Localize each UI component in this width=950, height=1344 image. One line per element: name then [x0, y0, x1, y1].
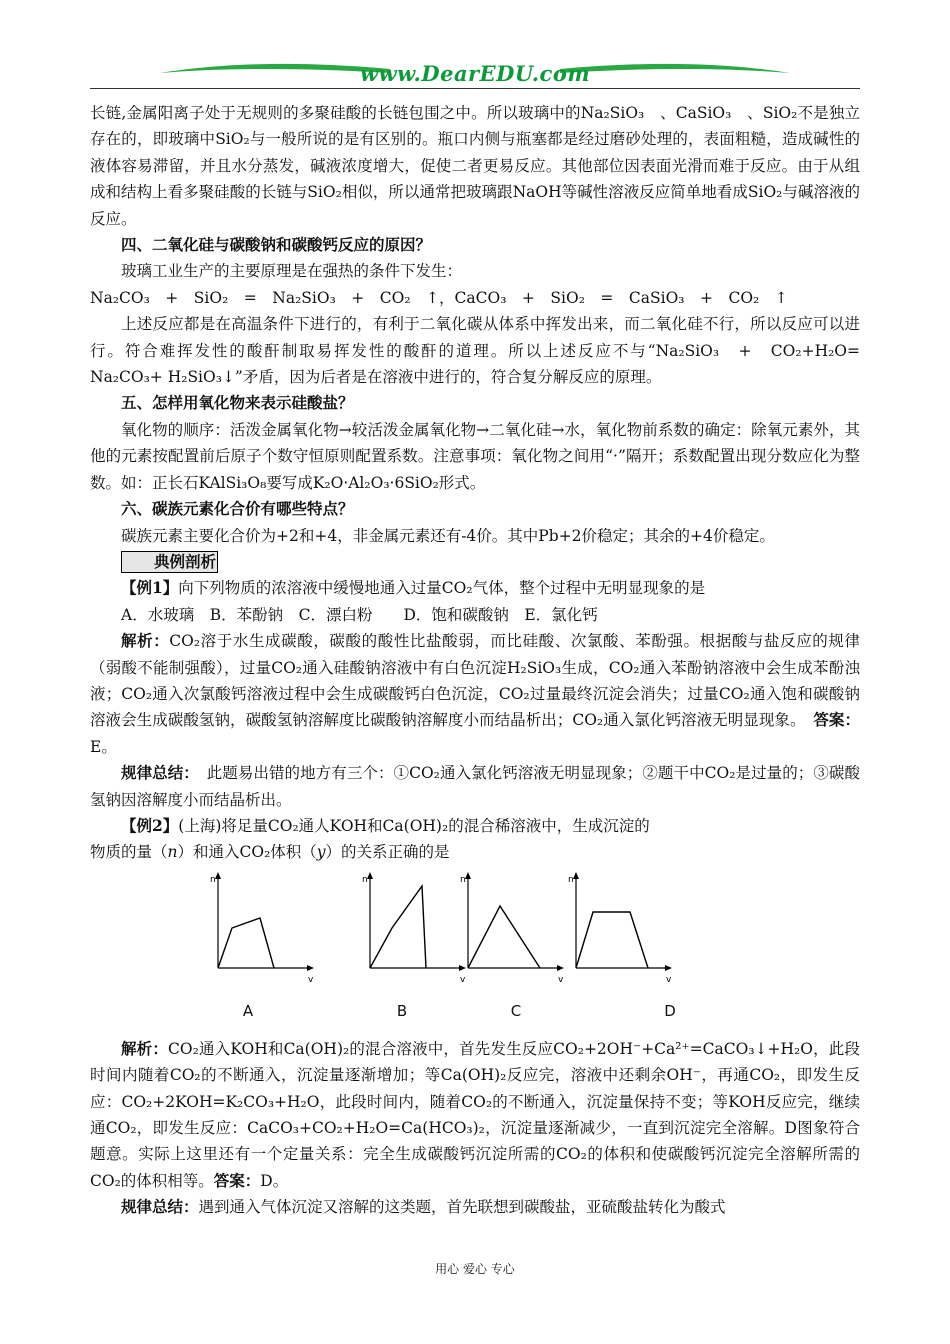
- example2-analysis-label: 解析：: [121, 1038, 169, 1058]
- graph-c-axis-n: n: [460, 874, 466, 885]
- graph-a-curve: [218, 918, 274, 968]
- graph-label-b: B: [396, 1001, 408, 1020]
- paragraph-reaction-reason: 上述反应都是在高温条件下进行的，有利于二氧化碳从体系中挥发出来，而二氧化硅不行，所以反应可以进行。符合难挥发性的酸酐制取易挥发性的酸酐的道理。所以上述反应不与“Na₂SiO₃ + CO₂+H₂O= Na₂CO₃+ H₂SiO₃↓”矛盾，因为后者是在溶液中进行的，符合复分解反应的原理。: [90, 315, 860, 387]
- example2-question-a: (上海)将足量CO₂通人KOH和Ca(OH)₂的混合稀溶液中，生成沉淀的: [178, 816, 650, 835]
- page-footer: 用心 爱心 专心: [435, 1262, 515, 1276]
- graph-b-axis-v: v: [460, 974, 466, 985]
- paragraph-oxide-representation: 氧化物的顺序：活泼金属氧化物→较活泼金属氧化物→二氧化硅→水，氧化物前系数的确定：除氧元素外，其他的元素按配置前后原子个数守恒原则配置系数。注意事项：氧化物之间用“·”隔开；系数配置出现分数应化为整数。如：正长石KAlSi₃O₈要写成K₂O·Al₂O₃·6SiO₂形式。: [90, 420, 860, 492]
- example2-analysis-text: CO₂通入KOH和Ca(OH)₂的混合溶液中，首先发生反应CO₂+2OH⁻+Ca²⁺=CaCO₃↓+H₂O，此段时间内随着CO₂的不断通入，沉淀量逐渐增加；等Ca(OH)₂反应完，溶液中还剩余OH⁻，再通CO₂，即发生反应：CO₂+2KOH=K₂CO₃+H₂O，此段时间内，随着CO₂的不断通入，沉淀量保持不变；等KOH反应完，继续通CO₂，即发生反应：CaCO₃+CO₂+H₂O=Ca(HCO₃)₂，沉淀量逐渐减少，一直到沉淀完全溶解。D图象符合题意。实际上这里还有一个定量关系：完全生成碳酸钙沉淀所需的CO₂的体积和使碳酸钙沉淀完全溶解所需的CO₂的体积相等。: [90, 1039, 860, 1190]
- example2-label: 【例2】: [121, 815, 179, 835]
- example1-question-text: 向下列物质的浓溶液中缓慢地通入过量CO₂气体，整个过程中无明显现象的是: [178, 579, 706, 598]
- example2-summary-label: 规律总结：: [121, 1197, 199, 1217]
- site-url[interactable]: www.DearEDU.com: [359, 61, 591, 86]
- example1-analysis: [90, 628, 860, 760]
- example1-answer: E。: [90, 737, 117, 756]
- heading-section-5: 五、怎样用氧化物来表示硅酸盐？: [121, 393, 354, 413]
- graph-a-axis-v: v: [308, 974, 314, 985]
- graph-d-curve: [576, 912, 648, 968]
- example2-analysis: [90, 1036, 860, 1194]
- paragraph-valence: 碳族元素主要化合价为+2和+4，非金属元素还有-4价。其中Pb+2价稳定；其余的+4价稳定。: [121, 526, 775, 545]
- graph-b-axis-n: n: [362, 874, 368, 885]
- example1-analysis-label: 解析：: [121, 631, 170, 651]
- example2-q-part3: ）的关系正确的是: [325, 843, 450, 862]
- heading-section-6: 六、碳族元素化合价有哪些特点？: [121, 499, 354, 519]
- example1-summary: [90, 760, 860, 813]
- example2-answer: D。: [260, 1171, 289, 1190]
- example2-summary-text: 遇到通入气体沉淀又溶解的这类题，首先联想到碳酸盐，亚硫酸盐转化为酸式: [198, 1198, 726, 1217]
- paragraph-glass-structure: 长链,金属阳离子处于无规则的多聚硅酸的长链包围之中。所以玻璃中的Na₂SiO₃ 、CaSiO₃ 、SiO₂不是独立存在的，即玻璃中SiO₂与一般所说的是有区别的。瓶口内侧与瓶塞都是经过磨砂处理的，表面粗糙，造成碱性的液体容易滞留，并且水分蒸发，碱液浓度增大，促使二者更易反应。其他部位因表面光滑而难于反应。由于从组成和结构上看多聚硅酸的长链与SiO₂相似，所以通常把玻璃跟NaOH等碱性溶液反应简单地看成SiO₂与碱溶液的反应。: [90, 104, 860, 228]
- example1-label: 【例1】: [121, 578, 179, 598]
- graph-label-a: A: [242, 1001, 254, 1020]
- graph-d-axis-n: n: [568, 874, 574, 885]
- example1-options: A．水玻璃 B．苯酚钠 C．漂白粉 D．饱和碳酸钠 E．氯化钙: [121, 605, 598, 624]
- header-rule: [90, 88, 860, 89]
- paragraph-glass-principle: 玻璃工业生产的主要原理是在强热的条件下发生：: [121, 262, 463, 281]
- example1-summary-text: 此题易出错的地方有三个：①CO₂通入氯化钙溶液无明显现象；②题干中CO₂是过量的；③碳酸氢钠因溶解度小而结晶析出。: [90, 764, 860, 809]
- graph-b: [362, 868, 472, 988]
- document-body: [90, 100, 860, 1221]
- graph-c-axis-v: v: [558, 974, 564, 985]
- equation-glass-reactions: Na₂CO₃ + SiO₂ = Na₂SiO₃ + CO₂ ↑，CaCO₃ + SiO₂ = CaSiO₃ + CO₂ ↑: [90, 288, 788, 307]
- graph-a: [210, 868, 320, 988]
- page-header: [90, 55, 860, 95]
- section-tag: 典例剖析: [121, 551, 218, 573]
- graph-a-axis-n: n: [210, 874, 216, 885]
- example2-graphs: [90, 866, 860, 1036]
- graph-c-curve: [468, 906, 540, 968]
- example2-q-part1: 物质的量（: [90, 843, 168, 862]
- example2-question-cont: [90, 839, 860, 865]
- example1-question: [90, 575, 860, 601]
- example2-question: [90, 813, 860, 839]
- heading-section-4: 四、二氧化硅与碳酸钠和碳酸钙反应的原因？: [121, 235, 432, 255]
- example1-analysis-text: CO₂溶于水生成碳酸，碳酸的酸性比盐酸弱，而比硅酸、次氯酸、苯酚强。根据酸与盐反应的规律（弱酸不能制强酸），过量CO₂通入硅酸钠溶液中有白色沉淀H₂SiO₃生成，CO₂通入苯酚钠溶液中会生成苯酚浊液；CO₂通入次氯酸钙溶液过程中会生成碳酸钙白色沉淀，CO₂过量最终沉淀会消失；过量CO₂通入饱和碳酸钠溶液会生成碳酸氢钠，碳酸氢钠溶解度比碳酸钠溶解度小而结晶析出；CO₂通入氯化钙溶液无明显现象。: [90, 632, 860, 730]
- graph-label-c: C: [510, 1001, 522, 1020]
- section-tag-row: [90, 549, 860, 575]
- graph-c: [460, 868, 570, 988]
- example2-answer-label: 答案：: [213, 1170, 261, 1190]
- example2-summary: [90, 1194, 860, 1220]
- example2-n-symbol: n: [167, 843, 178, 862]
- graph-b-curve: [370, 886, 426, 968]
- example2-y-symbol: y: [316, 843, 326, 862]
- example2-q-part2: ）和通入CO₂体积（: [177, 843, 317, 862]
- graph-d-axis-v: v: [666, 974, 672, 985]
- example1-summary-label: 规律总结：: [121, 763, 192, 783]
- example1-answer-label: 答案：: [813, 710, 860, 730]
- graph-label-d: D: [664, 1001, 676, 1020]
- graph-d: [568, 868, 678, 988]
